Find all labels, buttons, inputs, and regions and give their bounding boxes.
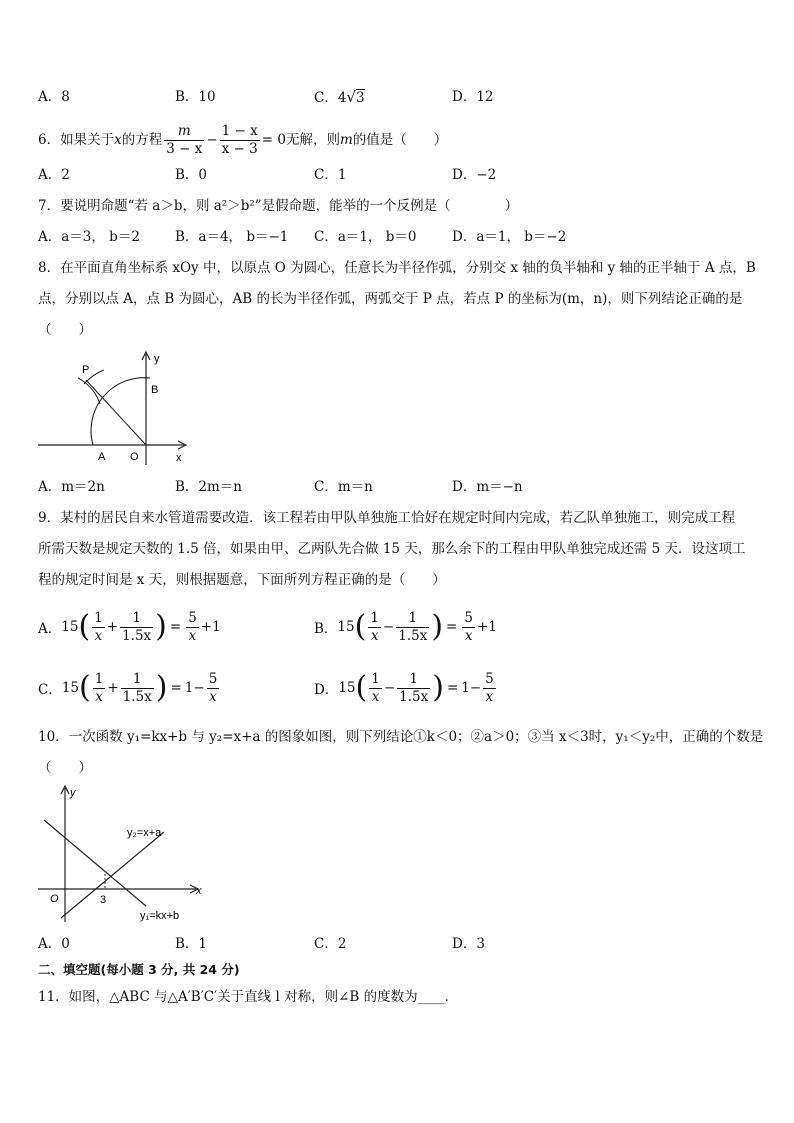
num: 5 — [188, 609, 197, 626]
q8-line-3: （ ） — [38, 322, 92, 338]
q8-label-x: x — [176, 452, 182, 464]
q6-frac1-num: m — [164, 123, 204, 141]
q7-option-a[interactable]: A．a＝3， b＝2 — [38, 229, 140, 245]
one-minus: 1− — [461, 680, 482, 696]
den: 1.5x — [399, 688, 429, 705]
q10-label-y: y — [70, 787, 76, 799]
den: x — [188, 627, 197, 644]
q9-option-b-label: B． — [314, 621, 338, 637]
q6-option-d[interactable]: D．−2 — [452, 167, 497, 183]
coef: 15 — [337, 619, 355, 635]
coef: 15 — [61, 680, 80, 696]
num: 1 — [121, 671, 154, 689]
q6-eq-zero: = 0 — [261, 132, 286, 148]
q8-option-d[interactable]: D．m＝−n — [452, 479, 523, 495]
equals: = — [446, 619, 458, 635]
q10-line-2: （ ） — [38, 760, 92, 776]
frac-5-over-x — [483, 671, 496, 706]
right-paren: ) — [432, 670, 444, 705]
right-paren: ) — [431, 609, 444, 644]
q6-fraction-1 — [164, 123, 204, 158]
q10-question: 10．一次函数 y₁=kx+b 与 y₂=x+a 的图象如图，则下列结论①k＜0；②a＞0；③当 x＜3时，y₁＜y₂中，正确的个数是 — [38, 729, 764, 745]
q5-option-c[interactable] — [314, 87, 365, 108]
q8-line-2: 点，分别以点 A，点 B 为圆心，AB 的长为半径作弧，两弧交于 P 点，若点 P 的坐标为(m，n)，则下列结论正确的是 — [38, 291, 743, 307]
frac-5-over-x — [186, 610, 199, 645]
frac-1-over-1.5x — [396, 610, 429, 645]
num: 5 — [485, 670, 494, 687]
q9-option-d[interactable] — [314, 665, 498, 711]
equals: = — [169, 619, 182, 635]
frac-1-over-1.5x — [397, 671, 430, 706]
q9-option-d-label: D． — [314, 682, 339, 698]
left-paren: ( — [354, 609, 367, 644]
minus: − — [382, 619, 395, 635]
equals: = — [446, 680, 459, 696]
frac-1-over-x — [368, 610, 381, 645]
den: x — [371, 688, 380, 705]
frac-1-over-1.5x — [121, 671, 154, 706]
q10-label-3: 3 — [100, 894, 107, 906]
q8-label-b: B — [151, 384, 159, 396]
q5-option-b[interactable]: B．10 — [175, 89, 216, 105]
q10-label-y2: y₂=x+a — [127, 827, 162, 839]
frac-1-over-x — [93, 671, 106, 706]
num: 5 — [208, 670, 218, 687]
q6-frac2-num: 1 − x — [221, 122, 258, 139]
den: x — [485, 688, 494, 705]
q5-option-d[interactable]: D．12 — [452, 89, 494, 105]
den: 1.5x — [398, 627, 428, 644]
den: 1.5x — [122, 688, 152, 705]
den: x — [95, 688, 103, 705]
q6-fraction-2 — [220, 123, 260, 158]
left-paren: ( — [79, 670, 91, 705]
q8-label-o: O — [130, 451, 139, 463]
sqrt-sign: √ — [346, 88, 356, 106]
q6-var-m: m — [339, 132, 353, 148]
q8-options — [38, 477, 758, 497]
q8-option-c[interactable]: C．m＝n — [314, 479, 373, 495]
q10-option-b[interactable]: B．1 — [175, 936, 208, 952]
num: 1 — [94, 609, 103, 626]
frac-1-over-x — [92, 610, 105, 645]
q6-mid: 的方程 — [121, 132, 163, 148]
q7-question: 7．要说明命题“若 a＞b，则 a²＞b²”是假命题，能举的一个反例是（ ） — [38, 198, 519, 214]
q10-line-y2 — [61, 832, 164, 918]
coef: 15 — [61, 619, 79, 635]
den: x — [94, 627, 103, 644]
q6-frac1-den: 3 − x — [166, 140, 203, 157]
q9-option-c[interactable] — [38, 665, 221, 711]
q8-option-b[interactable]: B．2m＝n — [175, 479, 243, 495]
q7-options — [38, 227, 758, 247]
q6-suffix-a: 无解，则 — [285, 132, 340, 148]
q9-line-1: 9．某村的居民自来水管道需要改造．该工程若由甲队单独施工恰好在规定时间内完成，若乙队单独施工，则完成工程 — [38, 510, 736, 526]
q10-option-d[interactable]: D．3 — [452, 936, 485, 952]
sqrt-radicand: 3 — [355, 90, 365, 106]
q6-option-c[interactable]: C．1 — [314, 167, 347, 183]
equals: = — [170, 680, 182, 696]
q10-figure — [34, 782, 214, 930]
num: 1 — [371, 670, 380, 687]
num: 5 — [464, 609, 473, 626]
q6-question — [38, 120, 447, 160]
plus-one: +1 — [476, 619, 497, 635]
q8-label-p: P — [82, 364, 90, 376]
num: 1 — [397, 671, 430, 689]
q9-options-row-1 — [38, 604, 758, 650]
q7-option-d[interactable]: D．a＝1， b＝−2 — [452, 229, 567, 245]
q10-label-x: x — [196, 885, 202, 897]
q9-line-2: 所需天数是规定天数的 1.5 倍，如果由甲、乙两队先合做 15 天，那么余下的工程由甲队单独完成还需 5 天．设这项工 — [38, 541, 746, 557]
q6-suffix-b: 的值是（ ） — [352, 132, 448, 148]
num: 1 — [120, 610, 153, 628]
one-minus: 1− — [184, 680, 205, 696]
num: 1 — [94, 670, 104, 687]
q10-option-a[interactable]: A．0 — [38, 936, 70, 952]
q9-options-row-2 — [38, 665, 758, 711]
frac-1-over-1.5x — [120, 610, 153, 645]
q6-option-b[interactable]: B．0 — [175, 167, 208, 183]
q6-var-x: x — [114, 132, 122, 148]
num: 1 — [370, 609, 379, 626]
plus: + — [107, 680, 119, 696]
q7-option-c[interactable]: C．a＝1， b＝0 — [314, 229, 417, 245]
right-paren: ) — [155, 609, 167, 644]
frac-1-over-x — [369, 671, 382, 706]
left-paren: ( — [78, 609, 91, 644]
q6-options — [38, 165, 758, 185]
frac-5-over-x — [207, 671, 220, 706]
q5-option-a[interactable]: A．8 — [38, 89, 70, 105]
section-2-title: 二、填空题(每小题 3 分, 共 24 分) — [38, 962, 240, 977]
q9-option-c-label: C． — [38, 682, 62, 698]
q8-label-a: A — [98, 451, 106, 463]
coef: 15 — [338, 680, 356, 696]
q6-prefix: 6．如果关于 — [38, 132, 115, 148]
q11-question: 11．如图，△ABC 与△A′B′C′关于直线 l 对称，则∠B 的度数为____． — [38, 989, 459, 1005]
q5-option-c-label: C．4 — [314, 90, 347, 106]
q6-minus: − — [206, 132, 218, 148]
den: x — [464, 627, 473, 644]
q8-option-a[interactable]: A．m＝2n — [38, 479, 105, 495]
den: x — [209, 688, 217, 705]
minus: − — [383, 680, 396, 696]
q8-arc-ab — [91, 378, 150, 445]
q6-option-a[interactable]: A．2 — [38, 167, 70, 183]
q10-label-y1: y₁=kx+b — [140, 910, 180, 922]
q10-label-o: O — [50, 893, 59, 905]
den: x — [370, 627, 379, 644]
frac-5-over-x — [462, 610, 475, 645]
q10-option-c[interactable]: C．2 — [314, 936, 347, 952]
q10-options — [38, 934, 758, 954]
den: 1.5x — [122, 627, 152, 644]
q8-label-y: y — [154, 353, 160, 365]
plus: + — [106, 619, 119, 635]
q9-option-a-label: A． — [38, 621, 62, 637]
q8-segment-op — [86, 380, 146, 445]
q8-line-1: 8．在平面直角坐标系 xOy 中，以原点 O 为圆心，任意长为半径作弧，分别交 x 轴的负半轴和 y 轴的正半轴于 A 点，B — [38, 260, 756, 276]
q9-line-3: 程的规定时间是 x 天，则根据题意，下面所列方程正确的是（ ） — [38, 572, 446, 588]
q5-options — [38, 87, 758, 107]
q6-frac2-den: x − 3 — [221, 140, 258, 157]
q9-option-a[interactable] — [38, 604, 221, 650]
plus-one: +1 — [200, 619, 221, 635]
q7-option-b[interactable]: B．a＝4， b＝−1 — [175, 229, 289, 245]
num: 1 — [396, 610, 429, 628]
q9-option-b[interactable] — [314, 604, 497, 650]
right-paren: ) — [155, 670, 168, 705]
left-paren: ( — [355, 670, 368, 705]
q8-figure — [34, 348, 199, 468]
